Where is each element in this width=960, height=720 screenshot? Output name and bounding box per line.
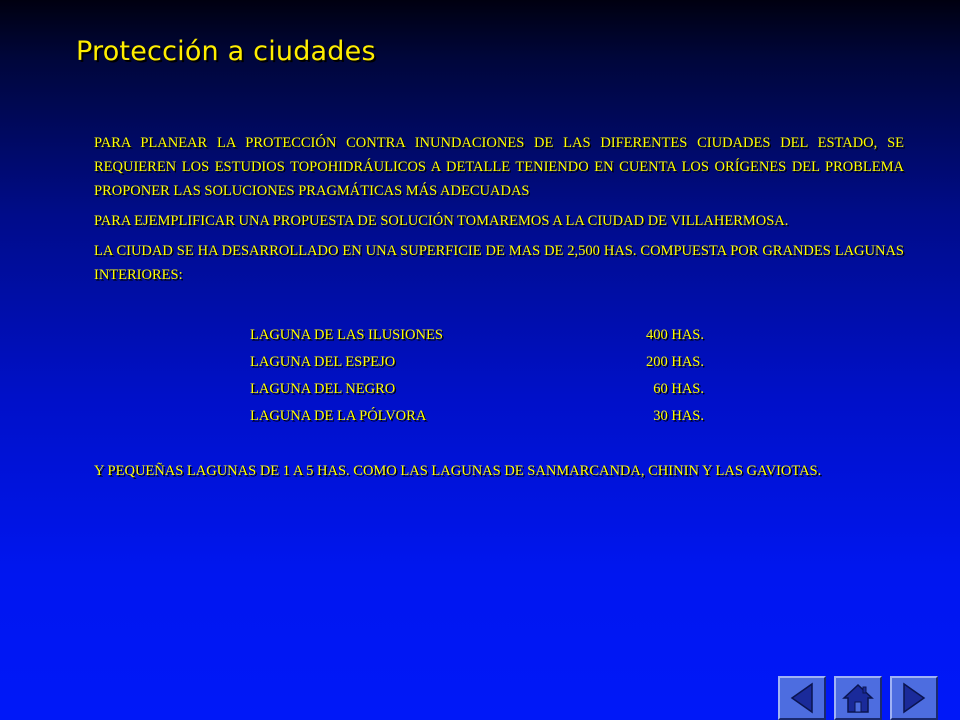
slide-body — [94, 131, 904, 498]
lagoon-area: 30 HAS. — [653, 408, 704, 424]
lagoon-area: 60 HAS. — [653, 381, 704, 397]
lagoon-area: 200 HAS. — [645, 354, 704, 370]
previous-slide-button[interactable] — [778, 676, 826, 720]
list-item — [94, 404, 904, 431]
paragraph-city: LA CIUDAD SE HA DESARROLLADO EN UNA SUPERFICIE DE MAS DE 2,500 HAS. COMPUESTA POR GRANDES LAGUNAS INTERIORES: — [94, 243, 904, 283]
list-item — [94, 350, 904, 377]
list-item — [94, 323, 904, 350]
list-item — [94, 377, 904, 404]
lagoon-name: LAGUNA DEL ESPEJO — [250, 354, 396, 370]
lagoon-list — [94, 323, 904, 431]
triangle-right-icon — [896, 680, 932, 716]
lagoon-area: 400 HAS. — [645, 327, 704, 343]
lagoon-name: LAGUNA DE LAS ILUSIONES — [250, 327, 443, 343]
slide-title: Protección a ciudades — [76, 36, 376, 67]
paragraph-intro: PARA PLANEAR LA PROTECCIÓN CONTRA INUNDACIONES DE LAS DIFERENTES CIUDADES DEL ESTADO, SE REQUIEREN LOS ESTUDIOS TOPOHIDRÁULICOS A DETALLE TENIENDO EN CUENTA LOS ORÍGENES DEL PROBLEMA PROPONER LAS SOLUCIONES PRAGMÁTICAS MÁS ADECUADAS — [94, 135, 904, 199]
lagoon-name: LAGUNA DE LA PÓLVORA — [250, 408, 427, 424]
lagoon-name: LAGUNA DEL NEGRO — [250, 381, 396, 397]
paragraph-closing: Y PEQUEÑAS LAGUNAS DE 1 A 5 HAS. COMO LAS LAGUNAS DE SANMARCANDA, CHININ Y LAS GAVIOTAS. — [94, 463, 822, 479]
home-icon — [840, 680, 876, 716]
home-button[interactable] — [834, 676, 882, 720]
slide-navigation — [778, 676, 938, 720]
triangle-left-icon — [784, 680, 820, 716]
next-slide-button[interactable] — [890, 676, 938, 720]
paragraph-example: PARA EJEMPLIFICAR UNA PROPUESTA DE SOLUCIÓN TOMAREMOS A LA CIUDAD DE VILLAHERMOSA. — [94, 213, 789, 229]
